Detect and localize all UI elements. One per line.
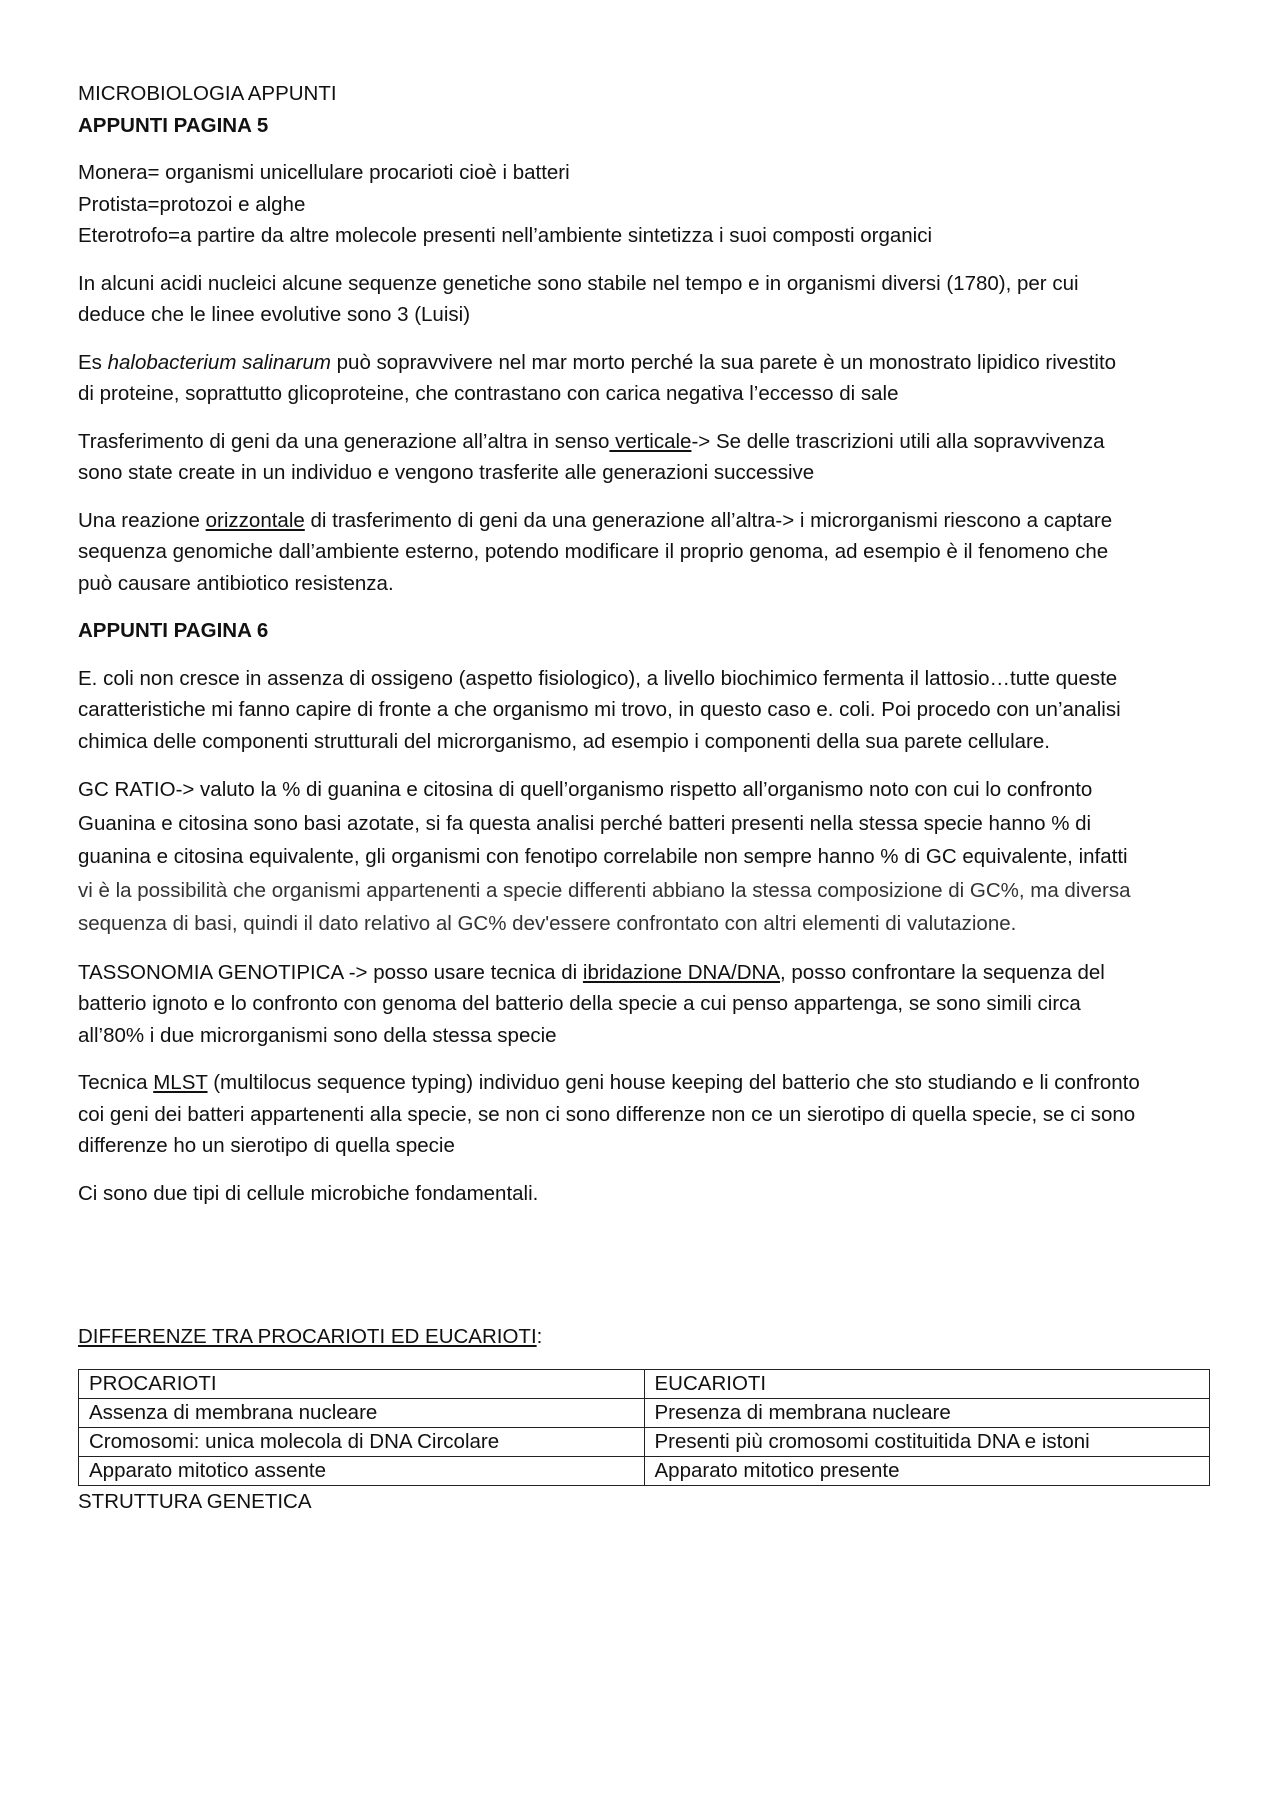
table-cell: Presenza di membrana nucleare	[644, 1398, 1210, 1427]
text-run: (multilocus sequence typing) individuo geni house keeping del batterio che sto studiando e li confronto	[207, 1071, 1140, 1094]
paragraph-line	[78, 426, 1212, 458]
table-cell: EUCARIOTI	[644, 1369, 1210, 1398]
paragraph-line: differenze ho un sierotipo di quella specie	[78, 1134, 455, 1157]
differences-heading-text: DIFFERENZE TRA PROCARIOTI ED EUCARIOTI	[78, 1325, 537, 1348]
underlined-term-orizzontale: orizzontale	[205, 508, 305, 532]
paragraph-line: guanina e citosina equivalente, gli organismi con fenotipo correlabile non sempre hanno % di GC equivalente, infatti	[78, 845, 1128, 868]
paragraph-genotypic-taxonomy	[78, 957, 1212, 1052]
text-run: Una reazione	[78, 508, 206, 532]
table-cell: Apparato mitotico presente	[644, 1456, 1210, 1485]
paragraph-horizontal-transfer	[78, 505, 1212, 600]
table-header-row	[79, 1369, 1210, 1398]
paragraph-line: batterio ignoto e lo confronto con genoma del batterio della specie a cui penso appartenga, se sono simili circa	[78, 992, 1081, 1015]
paragraph-line: coi geni dei batteri appartenenti alla specie, se non ci sono differenze non ce un sierotipo di quella specie, se ci sono	[78, 1102, 1136, 1126]
paragraph-halobacterium	[78, 347, 1212, 410]
underlined-term-ibridazione: ibridazione DNA/DNA	[582, 960, 781, 984]
definition-monera: Monera= organismi unicellulare procarioti cioè i batteri	[78, 161, 570, 184]
paragraph-line: può causare antibiotico resistenza.	[78, 571, 394, 595]
paragraph-line: chimica delle componenti strutturali del microrganismo, ad esempio i componenti della sua parete cellulare.	[78, 729, 1050, 753]
text-run: , posso confrontare la sequenza del	[780, 960, 1105, 984]
paragraph-gc-ratio	[78, 773, 1212, 941]
paragraph-line: sequenza di basi, quindi il dato relativo al GC% dev'essere confrontato con altri elementi di valutazione.	[78, 912, 1017, 935]
text-run: di trasferimento di geni da una generazione all’altra-> i microrganismi riescono a captare	[304, 508, 1113, 532]
paragraph-line: GC RATIO-> valuto la % di guanina e citosina di quell’organismo rispetto all’organismo noto con cui lo confronto	[78, 778, 1093, 801]
species-name: halobacterium salinarum	[107, 350, 331, 374]
table-row	[79, 1398, 1210, 1427]
genetic-structure-heading: STRUTTURA GENETICA	[78, 1489, 312, 1513]
underlined-term-verticale: verticale	[609, 429, 692, 453]
section-heading-page-5: APPUNTI PAGINA 5	[78, 113, 269, 137]
paragraph-line: all’80% i due microrganismi sono della stessa specie	[78, 1023, 557, 1047]
text-run: Tecnica	[78, 1071, 154, 1094]
document-page	[78, 78, 1212, 1517]
differences-heading	[78, 1321, 1212, 1353]
paragraph-line: E. coli non cresce in assenza di ossigeno (aspetto fisiologico), a livello biochimico fermenta il lattosio…tutte queste	[78, 666, 1118, 690]
paragraph-line: di proteine, soprattutto glicoproteine, che contrastano con carica negativa l’eccesso di sale	[78, 382, 899, 405]
table-row	[79, 1427, 1210, 1456]
paragraph-line: In alcuni acidi nucleici alcune sequenze genetiche sono stabile nel tempo e in organismi diversi (1780), per cui	[78, 271, 1079, 295]
paragraph-line: vi è la possibilità che organismi appartenenti a specie differenti abbiano la stessa composizione di GC%, ma diversa	[78, 878, 1131, 902]
text-run: Trasferimento di geni da una generazione all’altra in senso	[78, 429, 610, 453]
text-run: può sopravvivere nel mar morto perché la sua parete è un monostrato lipidico rivestito	[330, 350, 1117, 374]
section-heading-page-6: APPUNTI PAGINA 6	[78, 619, 269, 642]
table-cell: Assenza di membrana nucleare	[79, 1398, 645, 1427]
paragraph-line: sequenza genomiche dall’ambiente esterno, potendo modificare il proprio genoma, ad esempio è il fenomeno che	[78, 540, 1109, 563]
definitions-block	[78, 157, 1212, 252]
paragraph-line: Guanina e citosina sono basi azotate, si fa questa analisi perché batteri presenti nella stessa specie hanno % di	[78, 811, 1092, 835]
paragraph-nucleic-acids	[78, 268, 1212, 331]
definition-eterotrofo: Eterotrofo=a partire da altre molecole presenti nell’ambiente sintetizza i suoi composti organici	[78, 224, 933, 247]
paragraph-line	[78, 505, 1212, 537]
table-row	[79, 1456, 1210, 1485]
paragraph-vertical-transfer	[78, 426, 1212, 489]
paragraph-ecoli	[78, 663, 1212, 758]
paragraph-cell-types: Ci sono due tipi di cellule microbiche fondamentali.	[78, 1181, 539, 1205]
text-run: -> Se delle trascrizioni utili alla sopravvivenza	[691, 429, 1105, 453]
paragraph-line	[78, 1067, 1212, 1099]
text-run: TASSONOMIA GENOTIPICA -> posso usare tecnica di	[78, 960, 583, 984]
definition-protista: Protista=protozoi e alghe	[78, 192, 306, 216]
table-cell: Cromosomi: unica molecola di DNA Circolare	[79, 1427, 645, 1456]
paragraph-line	[78, 347, 1212, 379]
paragraph-line: caratteristiche mi fanno capire di fronte a che organismo mi trovo, in questo caso e. coli. Poi procedo con un’analisi	[78, 698, 1121, 721]
table-cell: Apparato mitotico assente	[79, 1456, 645, 1485]
paragraph-mlst	[78, 1067, 1212, 1162]
underlined-term-mlst: MLST	[153, 1071, 208, 1094]
differences-table	[78, 1369, 1210, 1486]
paragraph-line	[78, 957, 1212, 989]
blank-space	[78, 1225, 1212, 1321]
paragraph-line: sono state create in un individuo e vengono trasferite alle generazioni successive	[78, 461, 815, 484]
differences-heading-colon: :	[536, 1325, 543, 1348]
table-cell: PROCARIOTI	[79, 1369, 645, 1398]
table-cell: Presenti più cromosomi costituitida DNA e istoni	[644, 1427, 1210, 1456]
document-title: MICROBIOLOGIA APPUNTI	[78, 82, 337, 105]
text-run: Es	[78, 350, 108, 374]
paragraph-line: deduce che le linee evolutive sono 3 (Luisi)	[78, 303, 471, 326]
